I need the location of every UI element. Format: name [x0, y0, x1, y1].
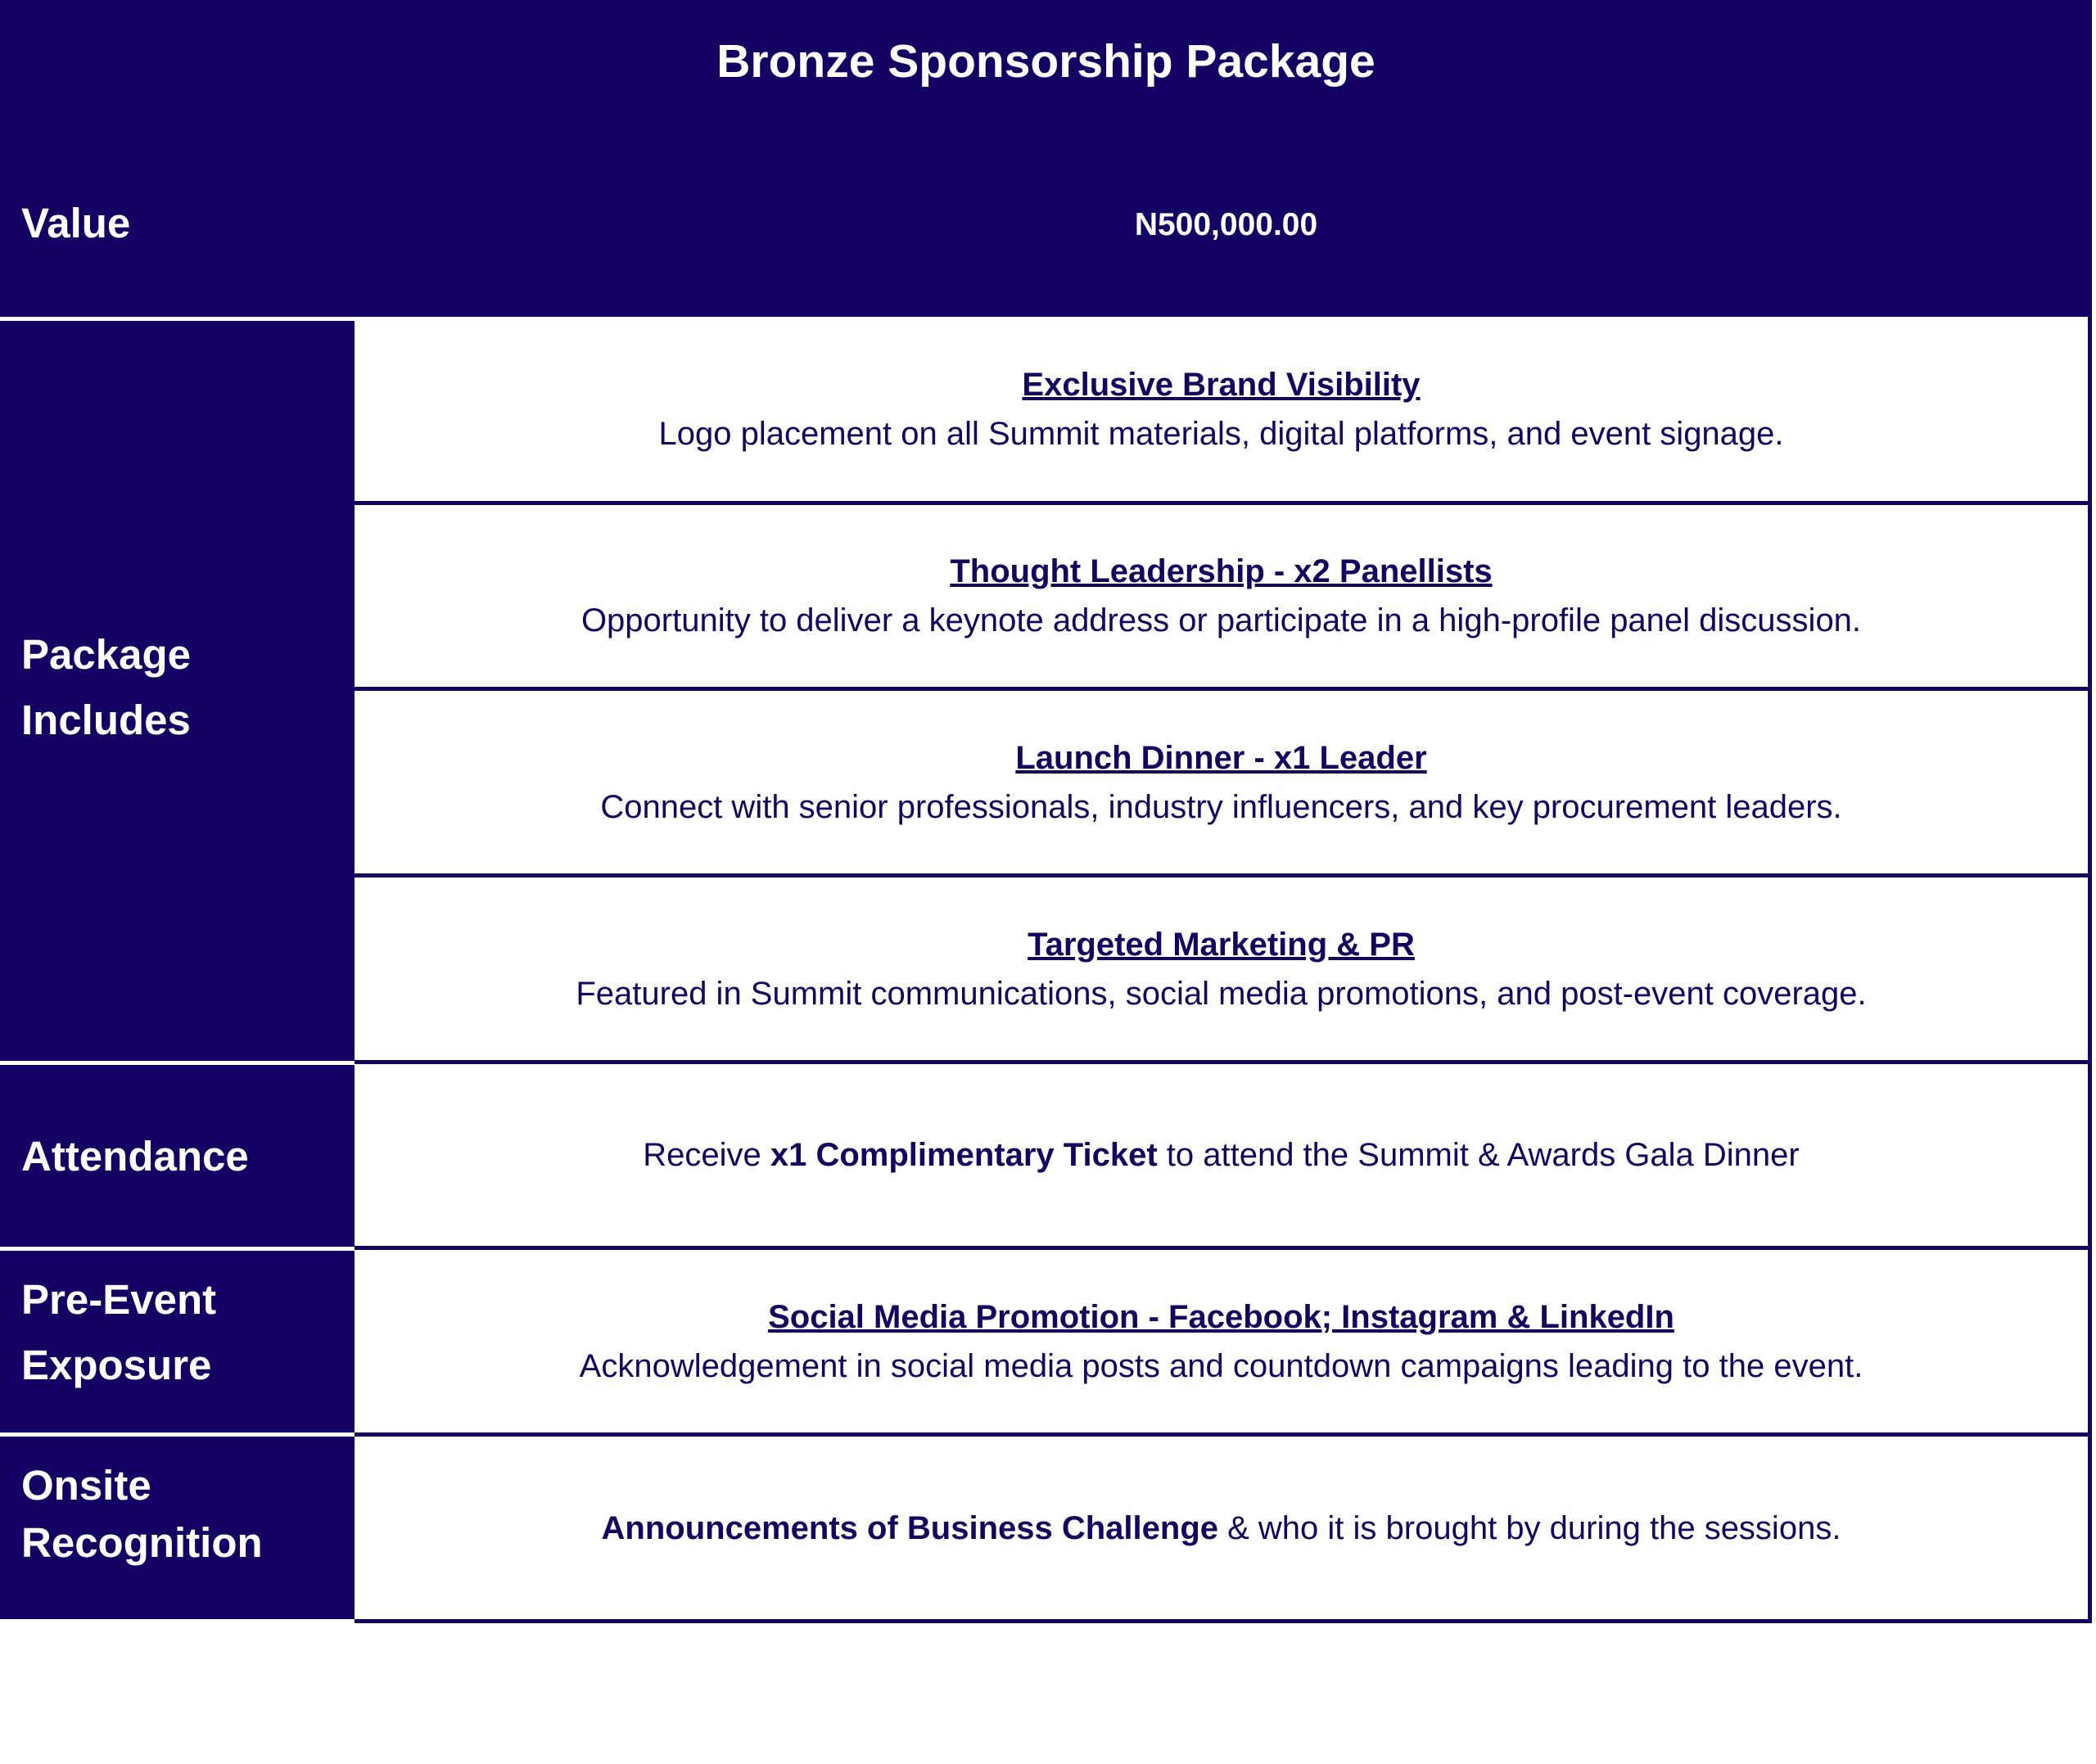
value-amount: N500,000.00 [1134, 207, 1318, 242]
onsite-label-line1: Onsite [21, 1462, 151, 1509]
item-title: Exclusive Brand Visibility [1022, 366, 1421, 403]
item-description: Featured in Summit communications, social media promotions, and post-event coverage. [576, 975, 1867, 1012]
onsite-cell [0, 1437, 355, 1619]
item-title: Targeted Marketing & PR [1028, 926, 1415, 963]
attendance-text [643, 1130, 1800, 1180]
item-description: Connect with senior professionals, industry influencers, and key procurement leaders. [600, 788, 1842, 825]
pre-event-cell [0, 1251, 355, 1433]
item-title: Launch Dinner - x1 Leader [1015, 739, 1427, 776]
title-band [0, 0, 2092, 135]
item-title: Social Media Promotion - Facebook; Instagram & LinkedIn [768, 1298, 1674, 1335]
item-description: Acknowledgement in social media posts and countdown campaigns leading to the event. [579, 1347, 1863, 1384]
attendance-cell [0, 1065, 355, 1247]
attendance-ticket: x1 Complimentary Ticket [770, 1137, 1158, 1173]
attendance-suffix: to attend the Summit & Awards Gala Dinner [1157, 1137, 1800, 1173]
item-title: Thought Leadership - x2 Panellists [950, 553, 1493, 589]
attendance-label: Attendance [21, 1133, 249, 1180]
attendance-row [355, 1064, 2092, 1250]
onsite-text [602, 1504, 1841, 1553]
package-item [355, 691, 2092, 877]
page-title: Bronze Sponsorship Package [716, 35, 1376, 88]
onsite-announcement: Announcements of Business Challenge [601, 1509, 1219, 1546]
package-includes-label-line1: Package [21, 631, 191, 678]
row-separator [0, 317, 355, 321]
package-item [355, 877, 2092, 1064]
package-includes-cell [0, 319, 355, 1062]
pre-event-row [355, 1250, 2092, 1437]
item-description: Logo placement on all Summit materials, digital platforms, and event signage. [658, 415, 1784, 452]
package-item [355, 505, 2092, 691]
package-includes-label-line2: Includes [21, 697, 191, 743]
package-item [355, 317, 2092, 505]
pre-event-label-line1: Pre-Event [21, 1276, 217, 1323]
pre-event-label-line2: Exposure [21, 1342, 212, 1388]
item-description: Opportunity to deliver a keynote address or participate in a high-profile panel discussion. [580, 602, 1862, 638]
value-label: Value [21, 200, 131, 246]
onsite-label-line2: Recognition [21, 1519, 263, 1566]
attendance-prefix: Receive [643, 1137, 770, 1173]
onsite-row [355, 1437, 2092, 1623]
onsite-suffix: & who it is brought by during the sessions. [1218, 1509, 1841, 1546]
